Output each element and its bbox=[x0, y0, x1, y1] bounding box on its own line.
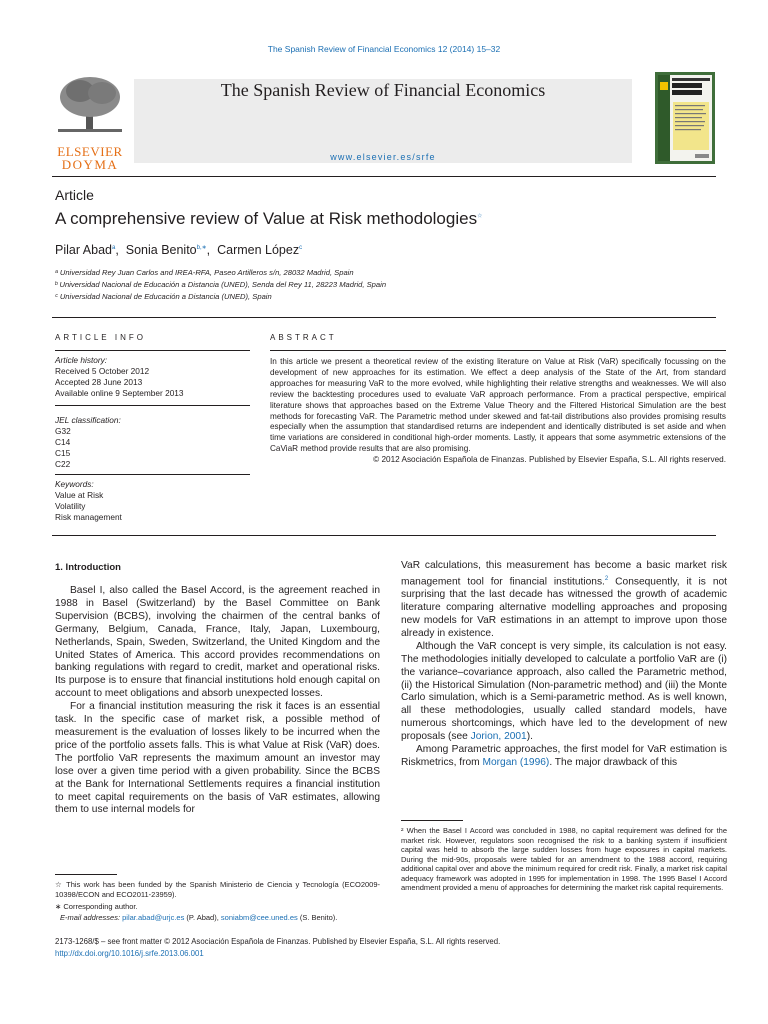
email-link[interactable]: soniabm@cee.uned.es bbox=[220, 913, 298, 922]
jel-code: G32 bbox=[55, 426, 71, 436]
keywords-label: Keywords: bbox=[55, 479, 94, 489]
elsevier-logo bbox=[52, 73, 128, 172]
body-rule bbox=[52, 535, 716, 536]
affiliation: ᵃ Universidad Rey Juan Carlos and IREA-RFA, Paseo Artilleros s/n, 28032 Madrid, Spain bbox=[55, 268, 354, 277]
logo-text-elsevier: ELSEVIER bbox=[57, 144, 123, 159]
abstract-body bbox=[270, 357, 726, 466]
email-link[interactable]: pilar.abad@urjc.es bbox=[122, 913, 185, 922]
article-title-text: A comprehensive review of Value at Risk methodologies bbox=[55, 209, 478, 228]
paragraph bbox=[401, 560, 727, 641]
paragraph-text: ). bbox=[526, 731, 533, 743]
paragraph-text: Among Parametric approaches, the first model for VaR estimation is Riskmetrics, from bbox=[401, 744, 727, 768]
article-info-heading: ARTICLE INFO bbox=[55, 333, 146, 342]
author-name: Sonia Benito bbox=[125, 243, 197, 257]
footnote-funding: ☆ This work has been funded by the Spanish Ministerio de Ciencia y Tecnología (ECO2009-10398/ECON and ECO2011-23959). bbox=[55, 880, 380, 899]
footnote-rule bbox=[55, 874, 117, 875]
history-accepted: Accepted 28 June 2013 bbox=[55, 377, 143, 387]
email-label: E-mail addresses: bbox=[60, 913, 123, 922]
author-affil-link[interactable]: a bbox=[111, 244, 116, 251]
article-info-rule bbox=[55, 350, 250, 351]
logo-text-doyma: DOYMA bbox=[61, 157, 119, 172]
paragraph: Basel I, also called the Basel Accord, is the agreement reached in 1988 in Basel (Switzerland) by the Basel Committee on Bank Supervision (BCBS), involving the chairmen of the central banks of Germany, Belgium, Canada, France, Italy, Japan, Luxembourg, Netherlands, Spain, Sweden, Switzerland, the United Kingdom and the United States of America. This accord provides recommendations on banking regulations with regard to credit, market and operational risks. Its purpose is to ensure that financial institutions hold enough capital on account to meet obligations and absorb unexpected losses. bbox=[55, 585, 380, 700]
article-title bbox=[55, 209, 482, 229]
jel-code: C15 bbox=[55, 448, 71, 458]
keyword: Value at Risk bbox=[55, 490, 104, 500]
article-type: Article bbox=[55, 187, 94, 203]
journal-url-link[interactable]: www.elsevier.es/srfe bbox=[330, 152, 436, 162]
citation-link-morgan[interactable]: Morgan (1996) bbox=[482, 756, 550, 768]
author-affil-link[interactable]: b,∗ bbox=[196, 244, 207, 251]
section-rule bbox=[52, 317, 716, 318]
footnote-rule bbox=[401, 820, 463, 821]
section-heading-introduction: 1. Introduction bbox=[55, 562, 121, 573]
abstract-heading: ABSTRACT bbox=[270, 333, 337, 342]
doi-link[interactable]: http://dx.doi.org/10.1016/j.srfe.2013.06.001 bbox=[55, 949, 204, 958]
paragraph bbox=[401, 744, 727, 770]
footnote-emails bbox=[60, 913, 380, 923]
info-divider bbox=[55, 405, 250, 406]
author-name: Carmen López bbox=[217, 243, 300, 257]
author-name: Pilar Abad bbox=[55, 243, 112, 257]
author-list: Pilar Abad$^a$, Sonia Benito$^{b,∗}$, Carmen López$^c$ bbox=[55, 243, 303, 257]
journal-citation[interactable]: The Spanish Review of Financial Economics 12 (2014) 15–32 bbox=[267, 44, 501, 54]
history-label: Article history: bbox=[55, 355, 108, 365]
citation-link-jorion[interactable]: Jorion, 2001 bbox=[470, 731, 527, 743]
affiliation: ᵇ Universidad Nacional de Educación a Distancia (UNED), Senda del Rey 11, 28223 Madrid, Spain bbox=[55, 280, 387, 289]
email-owner: (S. Benito). bbox=[297, 913, 338, 922]
jel-code: C14 bbox=[55, 437, 71, 447]
keyword: Volatility bbox=[55, 501, 86, 511]
journal-cover-image bbox=[655, 72, 715, 164]
footnote-corresponding: ∗ Corresponding author. bbox=[55, 902, 138, 911]
paragraph: For a financial institution measuring the risk it faces is an essential task. In the specific case of market risk, a possible method of measurement is the evaluation of losses likely to be incurred when the price of the portfolio assets falls. This is what Value at Risk (VaR) does. The portfolio VaR represents the maximum amount an investor may lose over a given time period with a given probability. Since the BCBS at the Bank for International Settlements requires a financial institution to meet capital requirements on the basis of VaR estimates, allowing them to use internal models for bbox=[55, 701, 380, 816]
history-received: Received 5 October 2012 bbox=[55, 366, 150, 376]
history-online: Available online 9 September 2013 bbox=[55, 388, 184, 398]
abstract-text: In this article we present a theoretical review of the existing literature on Value at Risk (VaR) specifically focussing on the development of new approaches for its estimation. We effect a deep analysis of the State of the Art, from standard approaches for measuring VaR to the more evolved, while highlighting their relative strengths and weaknesses. We will also review the backtesting procedures used to evaluate VaR approach performance. From a practical perspective, empirical literature shows that approaches based on the Extreme Value Theory and the Filtered Historical Simulation are the best methods for forecasting VaR. The Parametric method under skewed and fat-tail distributions also provides promising results especially when the assumption that standardised returns are independent and identically distributed is set aside and when time variations are considered in conditional high-order moments. Lastly, it appears that some asymmetric extensions of the CaViaR method provide results that are also promising. bbox=[270, 357, 726, 454]
footnote-ref-link[interactable]: 2 bbox=[604, 575, 609, 582]
left-column bbox=[55, 585, 380, 817]
issn-line: 2173-1268/$ – see front matter © 2012 Asociación Española de Finanzas. Published by Elsevier España, S.L. All rights reserved. bbox=[55, 937, 501, 946]
abstract-copyright: © 2012 Asociación Española de Finanzas. Published by Elsevier España, S.L. All rights reserved. bbox=[373, 455, 726, 465]
paragraph bbox=[401, 641, 727, 744]
info-divider bbox=[55, 474, 250, 475]
paragraph-text: VaR calculations, this measurement has become a basic market risk management tool for financial institutions. bbox=[401, 560, 727, 588]
author-affil-link[interactable]: c bbox=[299, 244, 303, 251]
jel-code: C22 bbox=[55, 459, 71, 469]
tree-logo-icon bbox=[52, 73, 128, 137]
paragraph-text: Consequently, it is not surprising that the last decade has witnessed the growth of academic literature comparing alternative modelling approaches and proposing new models for VaR estimations in an attempt to improve upon those already in existence. bbox=[401, 576, 727, 639]
affiliation: ᶜ Universidad Nacional de Educación a Distancia (UNED), Spain bbox=[55, 292, 272, 301]
journal-cover-icon bbox=[655, 72, 715, 164]
email-owner: (P. Abad), bbox=[184, 913, 221, 922]
footnote-2: ² When the Basel I Accord was concluded in 1988, no capital requirement was defined for the market risk. However, regulators soon recognised the risk to a banking system if insufficient capital was held to absorb the large sudden losses from huge exposures in capital markets. During the mid-90s, proposals were tabled for an amendment to the 1988 accord, requiring additional capital over and above the minimum required for credit risk. Finally, a market risk capital adequacy framework was adopted in 1995 for implementation in 1998. The 1995 Basel I Accord amendment provided a menu of approaches for determining the market risk capital requirements. bbox=[401, 826, 727, 892]
paragraph-text: . The major drawback of this bbox=[549, 756, 678, 768]
title-footnote-mark[interactable]: ☆ bbox=[477, 213, 483, 220]
jel-label: JEL classification: bbox=[55, 415, 121, 425]
abstract-rule bbox=[270, 350, 726, 351]
journal-title: The Spanish Review of Financial Economics bbox=[220, 80, 546, 100]
keyword: Risk management bbox=[55, 512, 122, 522]
header-rule bbox=[52, 176, 716, 177]
paragraph-text: Although the VaR concept is very simple, its calculation is not easy. The methodologies initially developed to calculate a portfolio VaR are (i) the variance–covariance approach, also called the Parametric method, (ii) the Historical Simulation (Non-parametric method) and (iii) the Monte Carlo simulation, which is a Semi-parametric method. As is well known, all these methodologies, usually called standard models, have numerous shortcomings, which have led to the development of new proposals (see bbox=[401, 640, 727, 743]
right-column bbox=[401, 560, 727, 770]
